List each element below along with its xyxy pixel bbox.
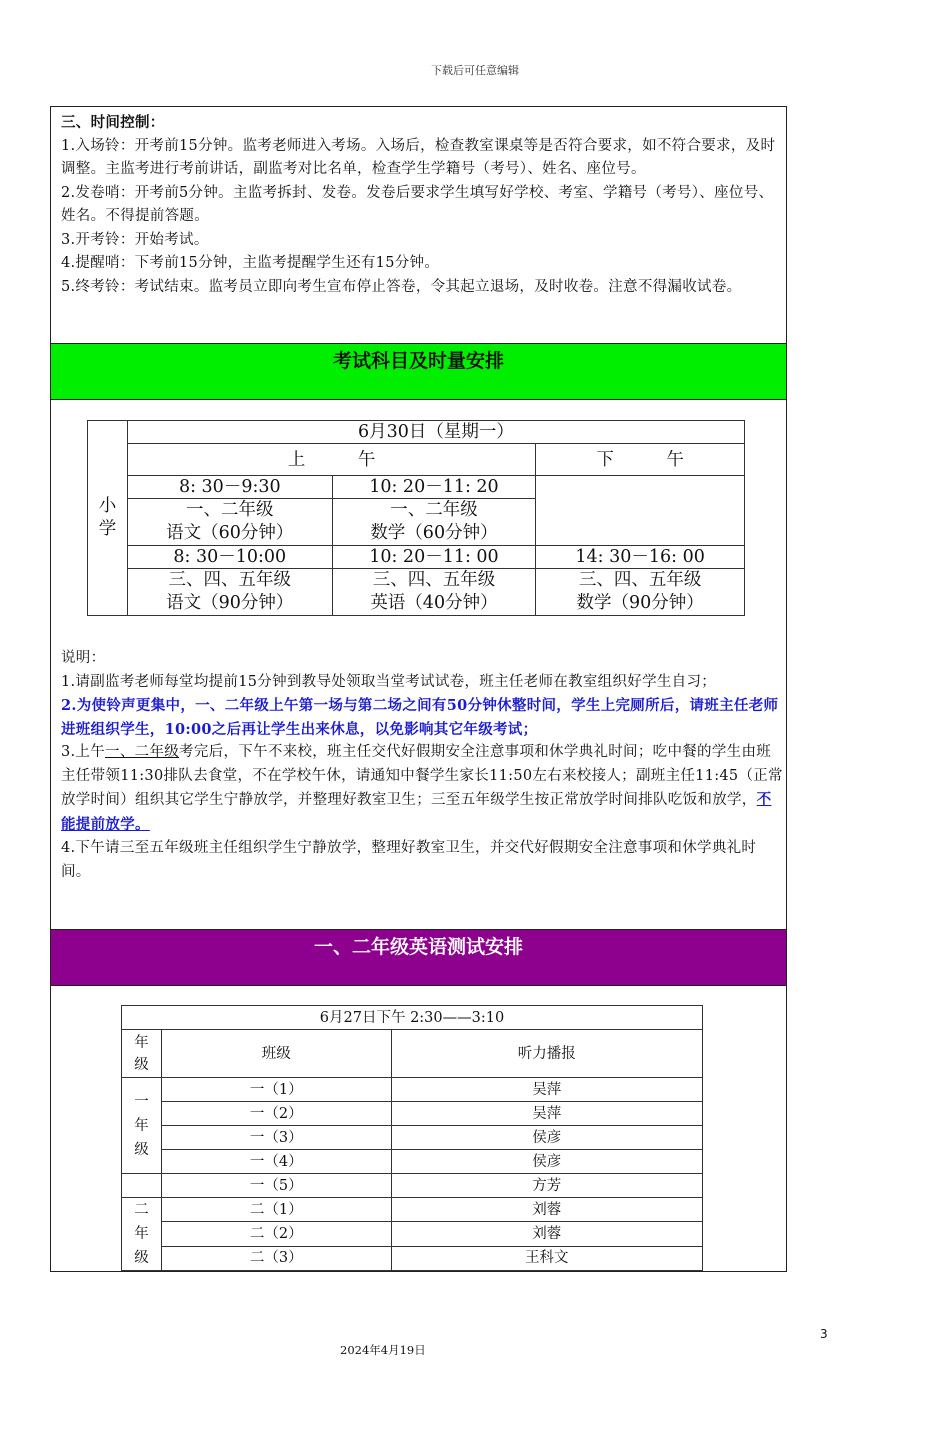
class-cell: 二（2） bbox=[161, 1222, 391, 1246]
class-cell: 一（4） bbox=[161, 1150, 391, 1174]
grade-1-label: 一 年 级 bbox=[122, 1078, 162, 1174]
notes-section bbox=[61, 647, 783, 884]
no-early-dismissal-text: 不能提前放学。 bbox=[61, 791, 772, 833]
schedule-table bbox=[87, 420, 745, 616]
schedule-date: 6月30日（星期一） bbox=[127, 421, 744, 444]
class-cell: 一（1） bbox=[161, 1078, 391, 1102]
time-slot: 10: 20－11: 00 bbox=[332, 546, 536, 569]
time-item-4: 4.提醒哨：下考前15分钟，主监考提醒学生还有15分钟。 bbox=[61, 255, 440, 271]
time-item-3: 3.开考铃：开始考试。 bbox=[61, 231, 209, 248]
class-cell: 一（5） bbox=[161, 1174, 391, 1198]
class-cell: 一（2） bbox=[161, 1102, 391, 1126]
class-cell: 二（1） bbox=[161, 1198, 391, 1222]
afternoon-header: 下 午 bbox=[536, 444, 745, 476]
note-3: 3.上午一、二年级考完后，下午不来校，班主任交代好假期安全注意事项和休学典礼时间；吃中餐的学生由班主任带领11:30排队去食堂，不在学校午休，请通知中餐学生家长11:50左右来校接人；副班主任11:45（正常放学时间）组织其它学生宁静放学，并整理好教室卫生；三至五年级学生按正常放学时间排队吃饭和放学，不能提前放学。 bbox=[61, 744, 783, 833]
announcer-cell: 吴萍 bbox=[391, 1078, 702, 1102]
note-2: 2.为使铃声更集中，一、二年级上午第一场与第二场之间有50分钟休整时间，学生上完厕所后，请班主任老师进班组织学生，10:00之后再让学生出来休息，以免影响其它年级考试； bbox=[61, 697, 779, 738]
time-control-section bbox=[61, 111, 783, 299]
announcer-cell: 刘蓉 bbox=[391, 1198, 702, 1222]
class-cell: 二（3） bbox=[161, 1246, 391, 1270]
footer-date: 2024年4月19日 bbox=[340, 1343, 426, 1357]
col-listen: 听力播报 bbox=[391, 1030, 702, 1078]
time-slot: 10: 20－11: 20 bbox=[332, 476, 536, 499]
time-slot: 14: 30－16: 00 bbox=[536, 546, 745, 569]
subject-cell: 三、四、五年级 英语（40分钟） bbox=[332, 569, 536, 616]
announcer-cell: 刘蓉 bbox=[391, 1222, 702, 1246]
class-cell: 一（3） bbox=[161, 1126, 391, 1150]
announcer-cell: 吴萍 bbox=[391, 1102, 702, 1126]
page-number: 3 bbox=[820, 1327, 828, 1341]
grade-2-label: 二 年 级 bbox=[122, 1198, 162, 1271]
subject-cell: 三、四、五年级 数学（90分钟） bbox=[536, 569, 745, 616]
page-header: 下载后可任意编辑 bbox=[431, 64, 519, 77]
note-1: 1.请副监考老师每堂均提前15分钟到教导处领取当堂考试试卷，班主任老师在教室组织好学生自习； bbox=[61, 673, 717, 690]
announcer-cell: 侯彦 bbox=[391, 1126, 702, 1150]
empty-cell bbox=[536, 476, 745, 546]
english-date: 6月27日下午 2:30——3:10 bbox=[122, 1006, 703, 1030]
time-item-2: 2.发卷哨：开考前5分钟。主监考拆封、发卷。发卷后要求学生填写好学校、考室、学籍号（考号）、座位号、姓名。不得提前答题。 bbox=[61, 184, 774, 224]
time-slot: 8: 30－10:00 bbox=[127, 546, 332, 569]
subject-cell: 三、四、五年级 语文（90分钟） bbox=[127, 569, 332, 616]
subject-cell: 一、二年级 语文（60分钟） bbox=[127, 499, 332, 546]
english-test-table bbox=[121, 1005, 703, 1271]
notes-heading: 说明： bbox=[61, 650, 106, 666]
morning-header: 上 午 bbox=[127, 444, 535, 476]
subject-cell: 一、二年级 数学（60分钟） bbox=[332, 499, 536, 546]
note-4: 4.下午请三至五年级班主任组织学生宁静放学，整理好教室卫生，并交代好假期安全注意事项和休学典礼时间。 bbox=[61, 840, 757, 880]
section-title: 三、时间控制： bbox=[61, 114, 165, 131]
col-grade: 年 级 bbox=[122, 1030, 162, 1078]
col-class: 班级 bbox=[161, 1030, 391, 1078]
announcer-cell: 方芳 bbox=[391, 1174, 702, 1198]
school-level-label: 小学 bbox=[88, 421, 128, 616]
document-frame bbox=[50, 106, 787, 1272]
time-item-5: 5.终考铃：考试结束。监考员立即向考生宣布停止答卷，令其起立退场，及时收卷。注意不得漏收试卷。 bbox=[61, 278, 742, 295]
announcer-cell: 王科文 bbox=[391, 1246, 702, 1270]
english-test-banner: 一、二年级英语测试安排 bbox=[51, 929, 786, 986]
time-slot: 8: 30－9:30 bbox=[127, 476, 332, 499]
announcer-cell: 侯彦 bbox=[391, 1150, 702, 1174]
time-item-1: 1.入场铃：开考前15分钟。监考老师进入考场。入场后，检查教室课桌等是否符合要求，如不符合要求，及时调整。主监考进行考前讲话，副监考对比名单，检查学生学籍号（考号）、姓名、座位号。 bbox=[61, 137, 776, 177]
empty-grade-cell bbox=[122, 1174, 162, 1198]
schedule-banner: 考试科目及时量安排 bbox=[51, 343, 786, 400]
